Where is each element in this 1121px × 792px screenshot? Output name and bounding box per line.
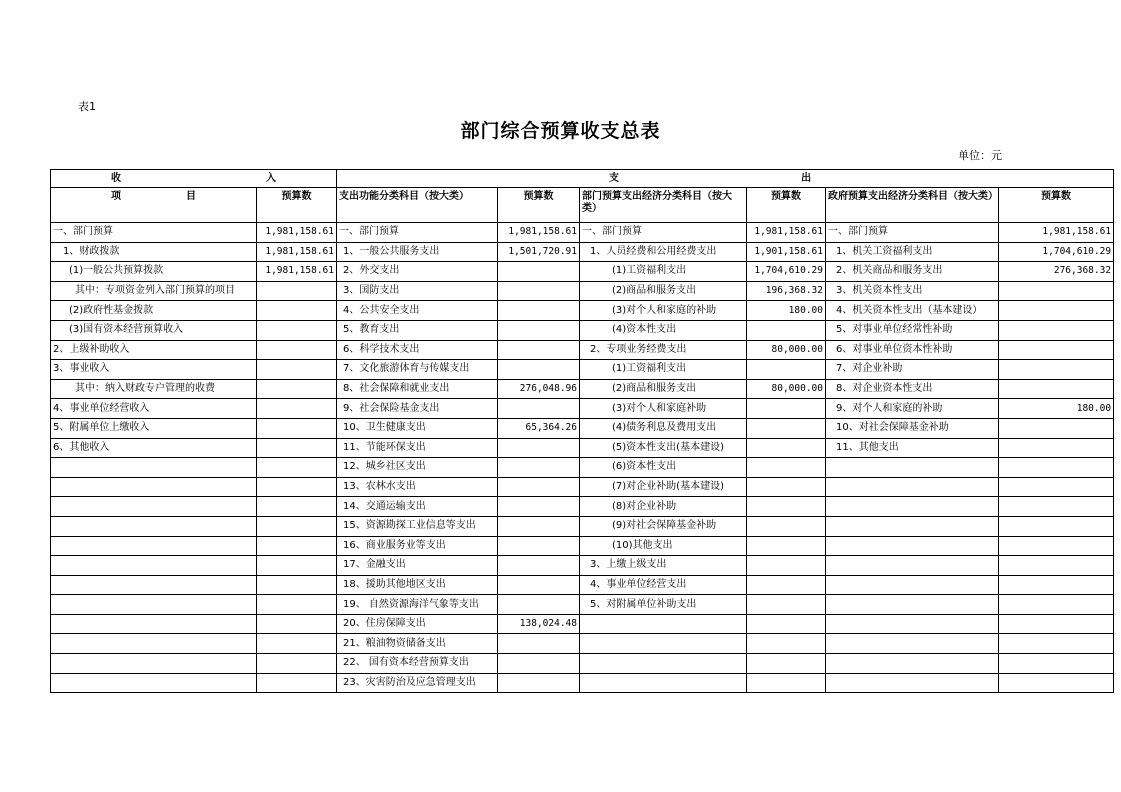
dept-econ-item-cell [580, 673, 747, 693]
col-dept-econ-header: 部门预算支出经济分类科目（按大类） [580, 188, 747, 223]
col-budget-header: 预算数 [747, 188, 826, 223]
gov-econ-item-cell [826, 556, 999, 576]
col-budget-header: 预算数 [999, 188, 1114, 223]
gov-econ-budget-cell [999, 654, 1114, 674]
func-item-cell: 17、金融支出 [337, 556, 498, 576]
dept-econ-item-cell [580, 654, 747, 674]
func-item-cell: 13、农林水支出 [337, 477, 498, 497]
income-budget-cell [257, 477, 337, 497]
income-item-cell [51, 634, 257, 654]
income-item-cell [51, 654, 257, 674]
dept-econ-item-cell [580, 634, 747, 654]
func-budget-cell: 276,048.96 [498, 379, 580, 399]
func-budget-cell [498, 516, 580, 536]
table-row [51, 654, 1114, 674]
func-item-cell: 18、援助其他地区支出 [337, 575, 498, 595]
gov-econ-budget-cell: 276,368.32 [999, 262, 1114, 282]
dept-econ-budget-cell [747, 516, 826, 536]
dept-econ-budget-cell [747, 399, 826, 419]
income-item-cell [51, 556, 257, 576]
gov-econ-item-cell: 8、对企业资本性支出 [826, 379, 999, 399]
income-budget-cell [257, 458, 337, 478]
dept-econ-budget-cell: 180.00 [747, 301, 826, 321]
gov-econ-item-cell [826, 516, 999, 536]
income-item-cell [51, 477, 257, 497]
func-item-cell: 2、外交支出 [337, 262, 498, 282]
table-row [51, 242, 1114, 262]
gov-econ-item-cell [826, 595, 999, 615]
col-item-header [51, 188, 257, 223]
table-row [51, 340, 1114, 360]
income-budget-cell [257, 614, 337, 634]
func-budget-cell [498, 673, 580, 693]
func-budget-cell [498, 556, 580, 576]
func-item-cell: 1、一般公共服务支出 [337, 242, 498, 262]
dept-econ-budget-cell [747, 320, 826, 340]
table-row [51, 477, 1114, 497]
table-label: 表1 [78, 100, 96, 113]
func-item-cell: 22、 国有资本经营预算支出 [337, 654, 498, 674]
dept-econ-budget-cell [747, 654, 826, 674]
dept-econ-item-cell: (2)商品和服务支出 [580, 379, 747, 399]
income-budget-cell [257, 516, 337, 536]
func-item-cell: 15、资源勘探工业信息等支出 [337, 516, 498, 536]
func-budget-cell [498, 262, 580, 282]
income-budget-cell [257, 556, 337, 576]
table-row [51, 379, 1114, 399]
gov-econ-item-cell: 1、机关工资福利支出 [826, 242, 999, 262]
func-budget-cell: 1,501,720.91 [498, 242, 580, 262]
func-budget-cell [498, 654, 580, 674]
gov-econ-budget-cell: 180.00 [999, 399, 1114, 419]
dept-econ-budget-cell [747, 634, 826, 654]
gov-econ-budget-cell [999, 281, 1114, 301]
gov-econ-item-cell: 9、对个人和家庭的补助 [826, 399, 999, 419]
func-item-cell: 14、交通运输支出 [337, 497, 498, 517]
income-item-cell: 1、财政拨款 [51, 242, 257, 262]
gov-econ-budget-cell [999, 536, 1114, 556]
dept-econ-item-cell: 1、人员经费和公用经费支出 [580, 242, 747, 262]
func-budget-cell: 65,364.26 [498, 418, 580, 438]
dept-econ-item-cell: (3)对个人和家庭的补助 [580, 301, 747, 321]
dept-econ-item-cell: 5、对附属单位补助支出 [580, 595, 747, 615]
func-budget-cell [498, 281, 580, 301]
table-row [51, 614, 1114, 634]
table-row [51, 595, 1114, 615]
table-row [51, 262, 1114, 282]
gov-econ-item-cell: 11、其他支出 [826, 438, 999, 458]
dept-econ-item-cell: (10)其他支出 [580, 536, 747, 556]
gov-econ-item-cell [826, 654, 999, 674]
func-item-cell: 11、节能环保支出 [337, 438, 498, 458]
unit-label: 单位：元 [958, 149, 1002, 162]
func-budget-cell: 138,024.48 [498, 614, 580, 634]
dept-econ-budget-cell [747, 536, 826, 556]
gov-econ-budget-cell [999, 301, 1114, 321]
gov-econ-budget-cell [999, 458, 1114, 478]
dept-econ-budget-cell [747, 418, 826, 438]
func-budget-cell [498, 536, 580, 556]
budget-table [50, 169, 1114, 693]
func-budget-cell [498, 340, 580, 360]
func-budget-cell [498, 575, 580, 595]
dept-econ-item-cell: (4)债务利息及费用支出 [580, 418, 747, 438]
dept-econ-item-cell: 一、部门预算 [580, 223, 747, 243]
expense-header-right: 出 [801, 172, 812, 184]
income-budget-cell [257, 399, 337, 419]
gov-econ-item-cell [826, 536, 999, 556]
func-budget-cell [498, 477, 580, 497]
gov-econ-budget-cell [999, 438, 1114, 458]
col-item-right: 目 [186, 191, 196, 202]
gov-econ-budget-cell [999, 595, 1114, 615]
gov-econ-item-cell: 3、机关资本性支出 [826, 281, 999, 301]
dept-econ-budget-cell [747, 497, 826, 517]
table-row [51, 497, 1114, 517]
func-item-cell: 6、科学技术支出 [337, 340, 498, 360]
expense-header-left: 支 [609, 172, 619, 184]
gov-econ-item-cell: 7、对企业补助 [826, 360, 999, 380]
gov-econ-budget-cell [999, 477, 1114, 497]
gov-econ-budget-cell [999, 497, 1114, 517]
gov-econ-budget-cell [999, 614, 1114, 634]
dept-econ-budget-cell [747, 673, 826, 693]
func-budget-cell [498, 634, 580, 654]
income-budget-cell [257, 654, 337, 674]
func-item-cell: 7、文化旅游体育与传媒支出 [337, 360, 498, 380]
income-budget-cell [257, 673, 337, 693]
income-item-cell [51, 673, 257, 693]
dept-econ-item-cell: (9)对社会保障基金补助 [580, 516, 747, 536]
gov-econ-budget-cell [999, 673, 1114, 693]
dept-econ-item-cell: (6)资本性支出 [580, 458, 747, 478]
dept-econ-item-cell: (3)对个人和家庭补助 [580, 399, 747, 419]
func-item-cell: 一、部门预算 [337, 223, 498, 243]
table-row [51, 438, 1114, 458]
income-item-cell: (1)一般公共预算拨款 [51, 262, 257, 282]
income-budget-cell: 1,981,158.61 [257, 262, 337, 282]
func-budget-cell [498, 595, 580, 615]
func-item-cell: 10、卫生健康支出 [337, 418, 498, 438]
dept-econ-budget-cell [747, 556, 826, 576]
gov-econ-item-cell [826, 575, 999, 595]
gov-econ-budget-cell [999, 575, 1114, 595]
dept-econ-item-cell: 2、专项业务经费支出 [580, 340, 747, 360]
income-budget-cell [257, 418, 337, 438]
col-func-header: 支出功能分类科目（按大类） [337, 188, 498, 223]
dept-econ-budget-cell [747, 575, 826, 595]
dept-econ-budget-cell: 1,981,158.61 [747, 223, 826, 243]
table-row [51, 516, 1114, 536]
income-item-cell: 3、事业收入 [51, 360, 257, 380]
income-item-cell [51, 516, 257, 536]
gov-econ-item-cell [826, 614, 999, 634]
func-item-cell: 4、公共安全支出 [337, 301, 498, 321]
dept-econ-item-cell: (2)商品和服务支出 [580, 281, 747, 301]
table-row [51, 320, 1114, 340]
dept-econ-budget-cell [747, 360, 826, 380]
func-budget-cell [498, 399, 580, 419]
income-header-right: 入 [266, 172, 276, 184]
income-budget-cell: 1,981,158.61 [257, 223, 337, 243]
dept-econ-item-cell: (1)工资福利支出 [580, 262, 747, 282]
func-budget-cell: 1,981,158.61 [498, 223, 580, 243]
gov-econ-item-cell: 10、对社会保障基金补助 [826, 418, 999, 438]
income-budget-cell [257, 575, 337, 595]
income-item-cell [51, 595, 257, 615]
gov-econ-item-cell [826, 497, 999, 517]
income-budget-cell [257, 536, 337, 556]
func-budget-cell [498, 301, 580, 321]
income-item-cell: 6、其他收入 [51, 438, 257, 458]
dept-econ-item-cell: (5)资本性支出(基本建设) [580, 438, 747, 458]
income-item-cell: 其中：纳入财政专户管理的收费 [51, 379, 257, 399]
dept-econ-budget-cell: 1,704,610.29 [747, 262, 826, 282]
func-item-cell: 16、商业服务业等支出 [337, 536, 498, 556]
income-item-cell [51, 497, 257, 517]
dept-econ-budget-cell [747, 595, 826, 615]
func-budget-cell [498, 458, 580, 478]
gov-econ-item-cell: 4、机关资本性支出（基本建设） [826, 301, 999, 321]
gov-econ-budget-cell [999, 418, 1114, 438]
dept-econ-budget-cell [747, 477, 826, 497]
dept-econ-item-cell: 4、事业单位经营支出 [580, 575, 747, 595]
income-budget-cell: 1,981,158.61 [257, 242, 337, 262]
gov-econ-item-cell: 6、对事业单位资本性补助 [826, 340, 999, 360]
func-item-cell: 21、粮油物资储备支出 [337, 634, 498, 654]
income-item-cell [51, 575, 257, 595]
gov-econ-item-cell [826, 634, 999, 654]
gov-econ-budget-cell [999, 360, 1114, 380]
income-budget-cell [257, 281, 337, 301]
func-item-cell: 8、社会保障和就业支出 [337, 379, 498, 399]
income-item-cell: 4、事业单位经营收入 [51, 399, 257, 419]
func-item-cell: 23、灾害防治及应急管理支出 [337, 673, 498, 693]
income-item-cell: 5、附属单位上缴收入 [51, 418, 257, 438]
income-budget-cell [257, 340, 337, 360]
col-gov-econ-header: 政府预算支出经济分类科目（按大类） [826, 188, 999, 223]
gov-econ-budget-cell: 1,981,158.61 [999, 223, 1114, 243]
func-item-cell: 5、教育支出 [337, 320, 498, 340]
expense-header [337, 170, 1114, 188]
table-row [51, 673, 1114, 693]
income-item-cell [51, 458, 257, 478]
gov-econ-budget-cell [999, 634, 1114, 654]
gov-econ-item-cell [826, 477, 999, 497]
income-budget-cell [257, 301, 337, 321]
table-row [51, 223, 1114, 243]
table-row [51, 634, 1114, 654]
income-item-cell [51, 614, 257, 634]
gov-econ-budget-cell [999, 556, 1114, 576]
header-row-group [51, 170, 1114, 188]
col-budget-header: 预算数 [498, 188, 580, 223]
income-header [51, 170, 337, 188]
dept-econ-budget-cell [747, 458, 826, 478]
dept-econ-budget-cell: 1,901,158.61 [747, 242, 826, 262]
income-budget-cell [257, 320, 337, 340]
table-row [51, 556, 1114, 576]
col-item-left: 项 [111, 191, 121, 202]
income-budget-cell [257, 595, 337, 615]
func-item-cell: 20、住房保障支出 [337, 614, 498, 634]
income-budget-cell [257, 360, 337, 380]
dept-econ-item-cell: (8)对企业补助 [580, 497, 747, 517]
gov-econ-budget-cell [999, 320, 1114, 340]
income-item-cell: (3)国有资本经营预算收入 [51, 320, 257, 340]
func-budget-cell [498, 497, 580, 517]
page-title: 部门综合预算收支总表 [460, 120, 661, 142]
table-row [51, 418, 1114, 438]
dept-econ-budget-cell: 196,368.32 [747, 281, 826, 301]
dept-econ-item-cell: 3、上缴上级支出 [580, 556, 747, 576]
income-budget-cell [257, 497, 337, 517]
income-budget-cell [257, 379, 337, 399]
dept-econ-item-cell: (4)资本性支出 [580, 320, 747, 340]
dept-econ-budget-cell [747, 614, 826, 634]
table-row [51, 301, 1114, 321]
func-budget-cell [498, 320, 580, 340]
gov-econ-item-cell: 5、对事业单位经常性补助 [826, 320, 999, 340]
dept-econ-item-cell [580, 614, 747, 634]
gov-econ-item-cell [826, 673, 999, 693]
income-budget-cell [257, 634, 337, 654]
gov-econ-item-cell: 2、机关商品和服务支出 [826, 262, 999, 282]
table-row [51, 281, 1114, 301]
dept-econ-item-cell: (1)工资福利支出 [580, 360, 747, 380]
income-item-cell: 一、部门预算 [51, 223, 257, 243]
dept-econ-budget-cell: 80,000.00 [747, 340, 826, 360]
gov-econ-budget-cell [999, 379, 1114, 399]
income-header-left: 收 [111, 172, 121, 184]
table-row [51, 536, 1114, 556]
gov-econ-budget-cell [999, 340, 1114, 360]
dept-econ-budget-cell: 80,000.00 [747, 379, 826, 399]
func-item-cell: 9、社会保险基金支出 [337, 399, 498, 419]
gov-econ-budget-cell [999, 516, 1114, 536]
income-item-cell [51, 536, 257, 556]
func-item-cell: 19、 自然资源海洋气象等支出 [337, 595, 498, 615]
income-item-cell: 2、上级补助收入 [51, 340, 257, 360]
dept-econ-budget-cell [747, 438, 826, 458]
table-row [51, 575, 1114, 595]
income-budget-cell [257, 438, 337, 458]
func-item-cell: 3、国防支出 [337, 281, 498, 301]
income-item-cell: 其中：专项资金列入部门预算的项目 [51, 281, 257, 301]
gov-econ-item-cell [826, 458, 999, 478]
income-item-cell: (2)政府性基金拨款 [51, 301, 257, 321]
table-row [51, 458, 1114, 478]
table-row [51, 360, 1114, 380]
col-budget-header: 预算数 [257, 188, 337, 223]
gov-econ-item-cell: 一、部门预算 [826, 223, 999, 243]
header-row-columns [51, 188, 1114, 223]
gov-econ-budget-cell: 1,704,610.29 [999, 242, 1114, 262]
dept-econ-item-cell: (7)对企业补助(基本建设) [580, 477, 747, 497]
func-budget-cell [498, 360, 580, 380]
func-item-cell: 12、城乡社区支出 [337, 458, 498, 478]
func-budget-cell [498, 438, 580, 458]
table-row [51, 399, 1114, 419]
